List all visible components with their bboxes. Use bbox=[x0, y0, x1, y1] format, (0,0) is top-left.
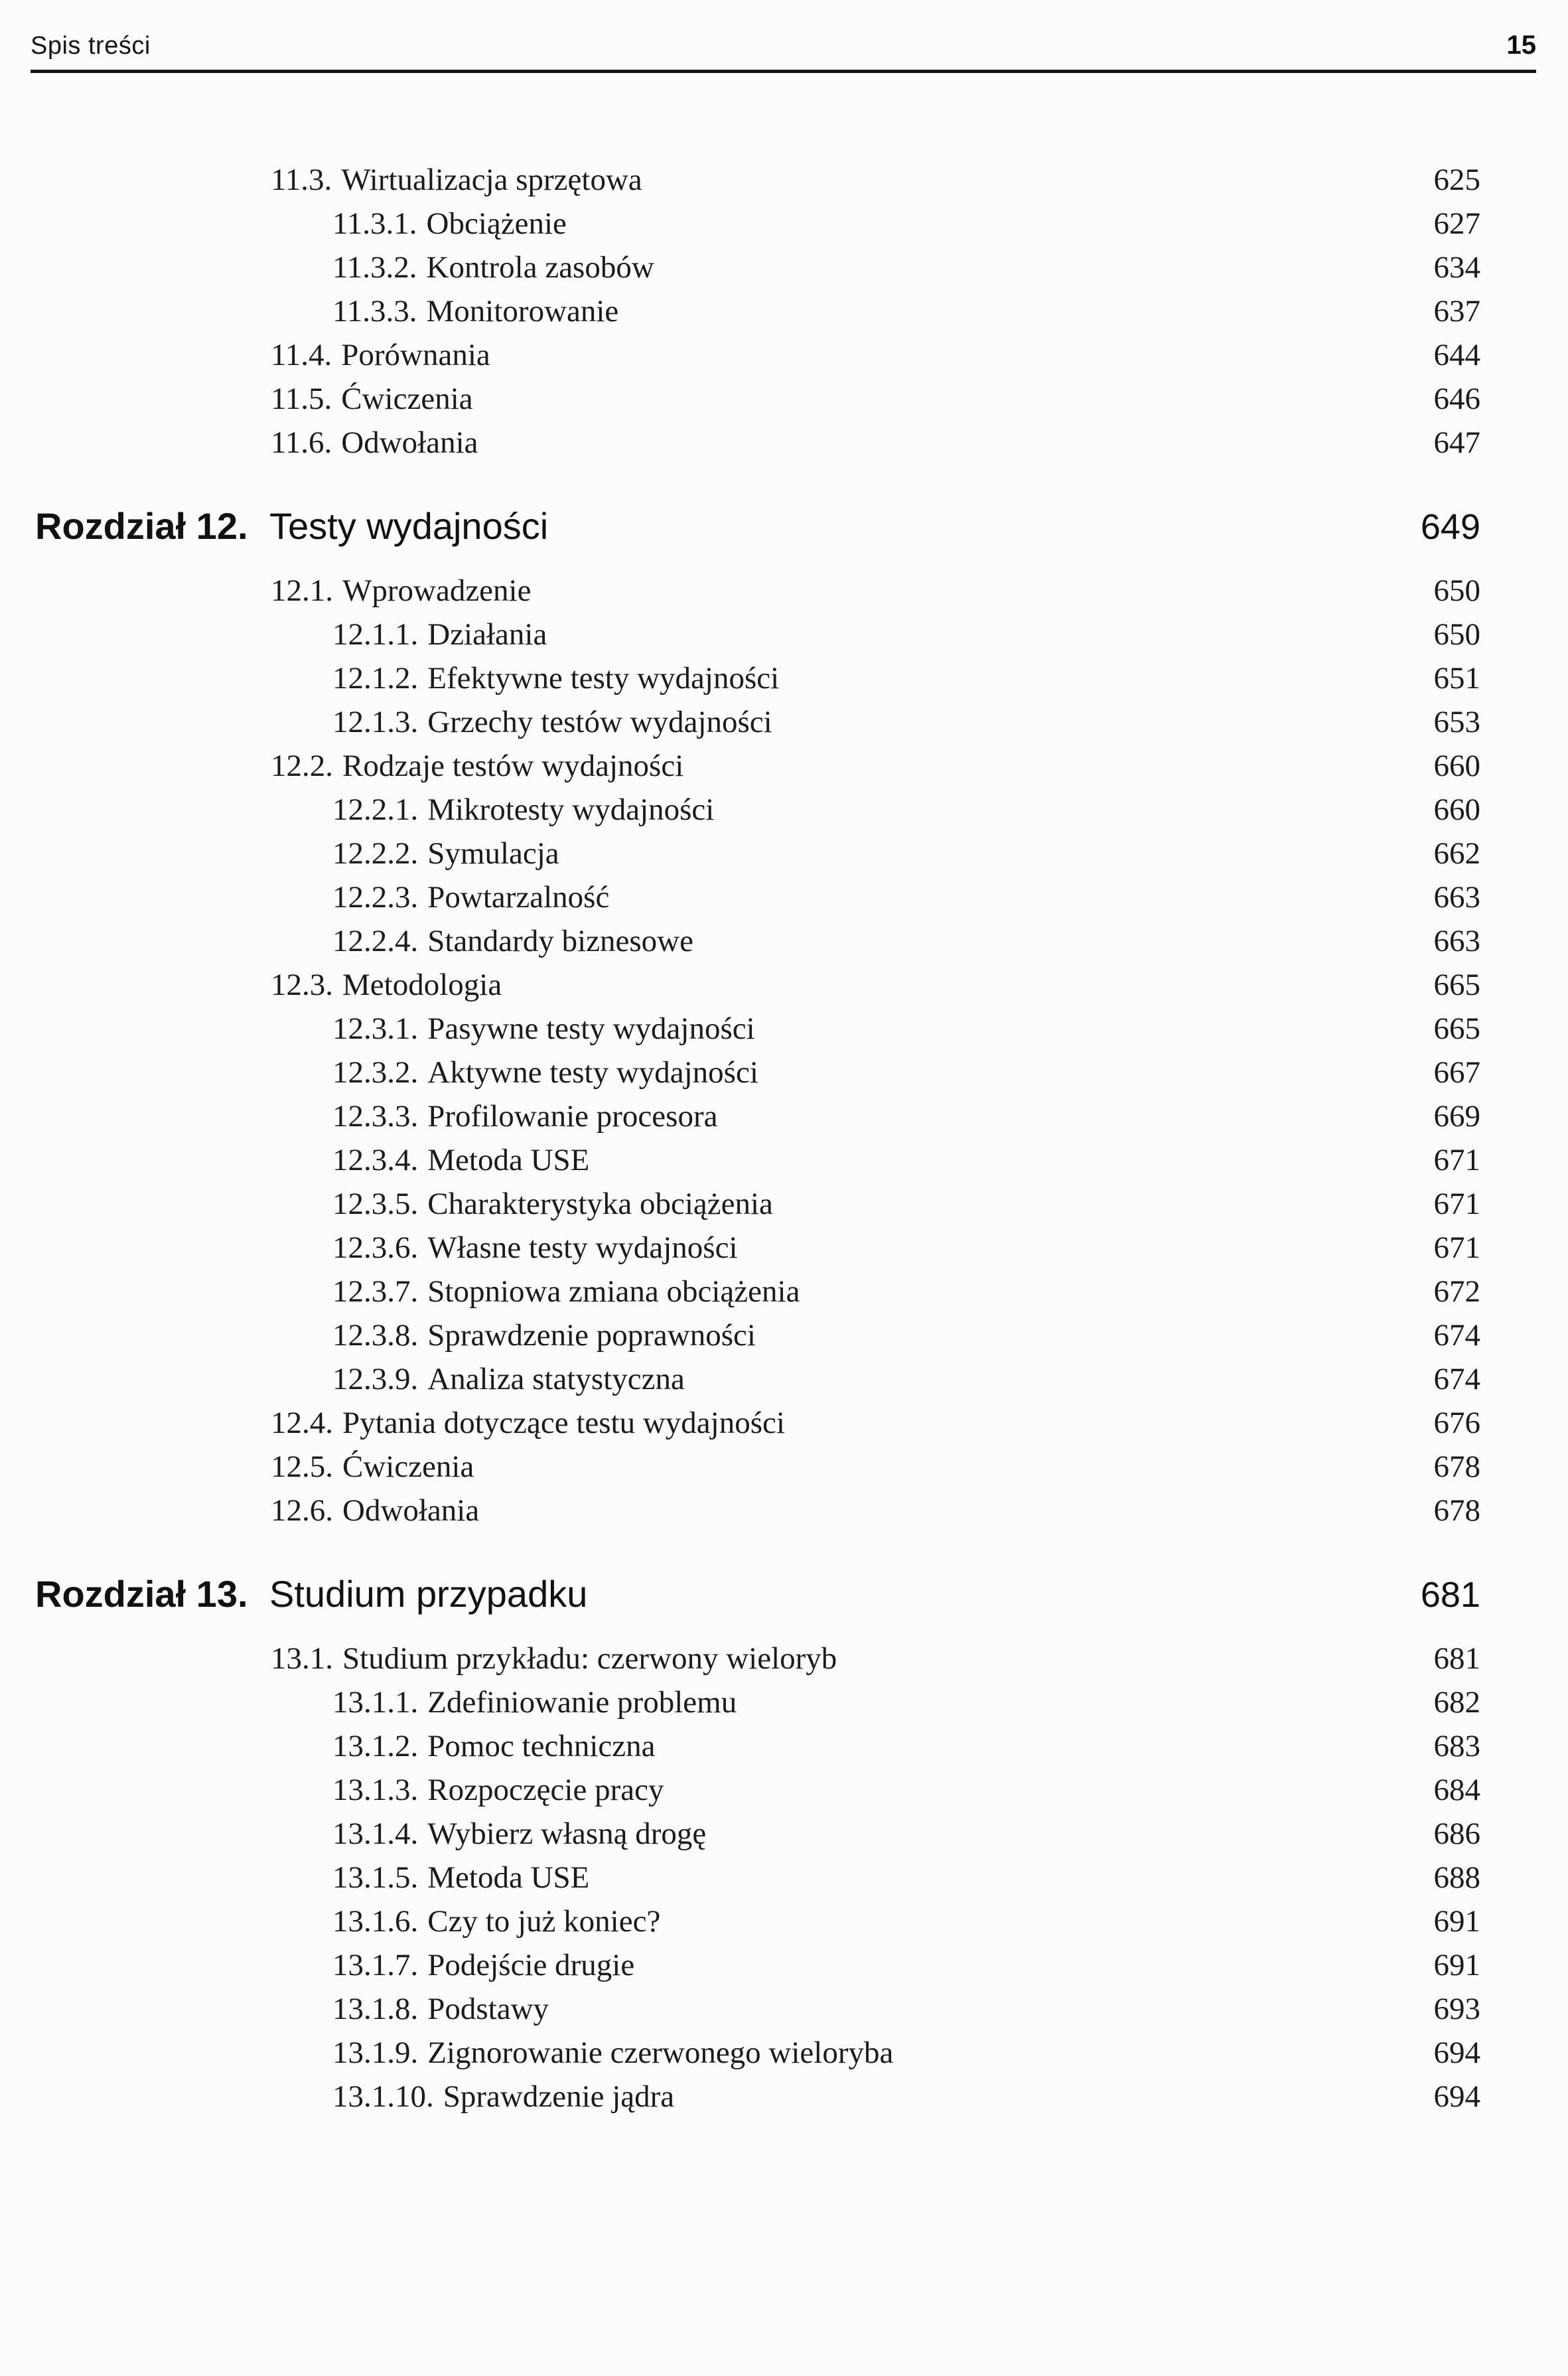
toc-entry bbox=[35, 1051, 1480, 1094]
entry-page-number: 674 bbox=[1433, 1318, 1480, 1353]
entry-page-number: 650 bbox=[1433, 573, 1480, 608]
entry-number: 11.6. bbox=[271, 425, 332, 460]
entry-number: 12.1.1. bbox=[332, 617, 419, 652]
entry-title: Aktywne testy wydajności bbox=[427, 1055, 758, 1090]
entry-page-number: 660 bbox=[1433, 792, 1480, 827]
toc-entry bbox=[35, 832, 1480, 875]
entry-number: 12.2.2. bbox=[332, 836, 419, 871]
entry-page-number: 627 bbox=[1433, 206, 1480, 241]
entry-number: 11.4. bbox=[271, 338, 332, 372]
entry-number: 12.2.3. bbox=[332, 880, 419, 915]
toc-entry bbox=[35, 1724, 1480, 1768]
entry-number: 13.1.4. bbox=[332, 1817, 419, 1851]
chapter-number: Rozdział 12. bbox=[35, 505, 248, 547]
entry-page-number: 684 bbox=[1433, 1773, 1480, 1807]
entry-title: Czy to już koniec? bbox=[427, 1904, 661, 1939]
chapter-heading bbox=[35, 502, 1480, 552]
entry-title: Kontrola zasobów bbox=[426, 250, 654, 285]
toc-list bbox=[0, 158, 1568, 2118]
header-rule bbox=[31, 70, 1536, 73]
entry-number: 12.2. bbox=[271, 749, 333, 783]
header-section-title: Spis treści bbox=[31, 32, 151, 60]
entry-title: Powtarzalność bbox=[427, 880, 610, 915]
entry-number: 12.3.3. bbox=[332, 1099, 419, 1134]
entry-page-number: 671 bbox=[1433, 1187, 1480, 1221]
toc-entry bbox=[35, 656, 1480, 700]
entry-number: 12.4. bbox=[271, 1406, 333, 1440]
entry-title: Ćwiczenia bbox=[342, 1449, 474, 1484]
entry-page-number: 694 bbox=[1433, 2036, 1480, 2070]
entry-title: Efektywne testy wydajności bbox=[427, 661, 780, 696]
entry-title: Podstawy bbox=[427, 1992, 549, 2026]
toc-entry bbox=[35, 788, 1480, 832]
entry-page-number: 644 bbox=[1433, 338, 1480, 372]
entry-number: 13.1.6. bbox=[332, 1904, 419, 1939]
toc-entry bbox=[35, 1445, 1480, 1489]
entry-page-number: 637 bbox=[1433, 294, 1480, 329]
entry-page-number: 660 bbox=[1433, 749, 1480, 783]
entry-number: 11.3.3. bbox=[332, 294, 417, 329]
entry-number: 12.3.9. bbox=[332, 1362, 419, 1396]
entry-title: Mikrotesty wydajności bbox=[427, 792, 715, 827]
entry-title: Zignorowanie czerwonego wieloryba bbox=[427, 2036, 894, 2070]
entry-title: Obciążenie bbox=[426, 206, 567, 241]
entry-title: Symulacja bbox=[427, 836, 559, 871]
entry-number: 12.1. bbox=[271, 573, 333, 608]
entry-title: Stopniowa zmiana obciążenia bbox=[427, 1274, 800, 1309]
toc-entry bbox=[35, 963, 1480, 1007]
entry-number: 12.6. bbox=[271, 1493, 333, 1528]
entry-number: 12.5. bbox=[271, 1449, 333, 1484]
entry-page-number: 682 bbox=[1433, 1685, 1480, 1720]
entry-page-number: 646 bbox=[1433, 382, 1480, 416]
entry-page-number: 667 bbox=[1433, 1055, 1480, 1090]
toc-entry bbox=[35, 1899, 1480, 1943]
toc-entry bbox=[35, 158, 1480, 202]
entry-title: Monitorowanie bbox=[426, 294, 619, 329]
entry-page-number: 663 bbox=[1433, 924, 1480, 958]
entry-page-number: 674 bbox=[1433, 1362, 1480, 1396]
entry-page-number: 683 bbox=[1433, 1729, 1480, 1763]
entry-page-number: 653 bbox=[1433, 705, 1480, 739]
entry-number: 12.3.2. bbox=[332, 1055, 419, 1090]
toc-entry bbox=[35, 1987, 1480, 2031]
entry-title: Metodologia bbox=[342, 968, 502, 1002]
toc-entry bbox=[35, 1094, 1480, 1138]
entry-page-number: 665 bbox=[1433, 1011, 1480, 1046]
toc-entry bbox=[35, 2031, 1480, 2075]
entry-title: Sprawdzenie jądra bbox=[443, 2079, 675, 2114]
entry-page-number: 693 bbox=[1433, 1992, 1480, 2026]
chapter-number: Rozdział 13. bbox=[35, 1573, 248, 1615]
toc-entry bbox=[35, 289, 1480, 333]
toc-entry bbox=[35, 1138, 1480, 1182]
entry-title: Pomoc techniczna bbox=[427, 1729, 656, 1763]
entry-title: Sprawdzenie poprawności bbox=[427, 1318, 756, 1353]
entry-page-number: 671 bbox=[1433, 1143, 1480, 1177]
entry-page-number: 625 bbox=[1433, 163, 1480, 197]
entry-page-number: 662 bbox=[1433, 836, 1480, 871]
toc-entry bbox=[35, 569, 1480, 613]
entry-number: 12.1.3. bbox=[332, 705, 419, 739]
toc-entry bbox=[35, 1313, 1480, 1357]
toc-entry bbox=[35, 1637, 1480, 1680]
chapter-heading bbox=[35, 1570, 1480, 1619]
entry-title: Odwołania bbox=[341, 425, 478, 460]
entry-title: Własne testy wydajności bbox=[427, 1230, 738, 1265]
entry-number: 13.1.1. bbox=[332, 1685, 419, 1720]
entry-number: 13.1.2. bbox=[332, 1729, 419, 1763]
entry-title: Rodzaje testów wydajności bbox=[342, 749, 684, 783]
header-page-number: 15 bbox=[1506, 31, 1536, 60]
entry-page-number: 691 bbox=[1433, 1904, 1480, 1939]
entry-page-number: 669 bbox=[1433, 1099, 1480, 1134]
toc-entry bbox=[35, 333, 1480, 377]
toc-entry bbox=[35, 1812, 1480, 1856]
entry-number: 12.3.5. bbox=[332, 1187, 419, 1221]
entry-page-number: 678 bbox=[1433, 1449, 1480, 1484]
entry-page-number: 688 bbox=[1433, 1860, 1480, 1895]
toc-entry bbox=[35, 919, 1480, 963]
entry-number: 13.1.9. bbox=[332, 2036, 419, 2070]
toc-entry bbox=[35, 421, 1480, 465]
entry-title: Wprowadzenie bbox=[342, 573, 532, 608]
toc-entry bbox=[35, 1357, 1480, 1401]
entry-page-number: 686 bbox=[1433, 1817, 1480, 1851]
entry-number: 11.3. bbox=[271, 163, 332, 197]
toc-entry bbox=[35, 202, 1480, 246]
entry-number: 11.3.2. bbox=[332, 250, 417, 285]
entry-number: 12.2.4. bbox=[332, 924, 419, 958]
entry-page-number: 634 bbox=[1433, 250, 1480, 285]
toc-entry bbox=[35, 875, 1480, 919]
toc-entry bbox=[35, 744, 1480, 788]
toc-entry bbox=[35, 1489, 1480, 1532]
entry-title: Wirtualizacja sprzętowa bbox=[341, 163, 642, 197]
entry-page-number: 681 bbox=[1433, 1641, 1480, 1676]
toc-entry bbox=[35, 1007, 1480, 1051]
entry-page-number: 650 bbox=[1433, 617, 1480, 652]
toc-entry bbox=[35, 2075, 1480, 2118]
toc-entry bbox=[35, 1182, 1480, 1226]
entry-number: 13.1.3. bbox=[332, 1773, 419, 1807]
chapter-page-number: 681 bbox=[1420, 1575, 1480, 1615]
entry-number: 12.3. bbox=[271, 968, 333, 1002]
entry-title: Grzechy testów wydajności bbox=[427, 705, 772, 739]
entry-title: Standardy biznesowe bbox=[427, 924, 693, 958]
entry-title: Metoda USE bbox=[427, 1860, 590, 1895]
entry-number: 11.3.1. bbox=[332, 206, 417, 241]
toc-entry bbox=[35, 1768, 1480, 1812]
toc-entry bbox=[35, 1270, 1480, 1313]
entry-number: 11.5. bbox=[271, 382, 332, 416]
entry-title: Wybierz własną drogę bbox=[427, 1817, 707, 1851]
entry-number: 12.3.7. bbox=[332, 1274, 419, 1309]
entry-number: 13.1.10. bbox=[332, 2079, 434, 2114]
toc-entry bbox=[35, 1226, 1480, 1270]
toc-entry bbox=[35, 613, 1480, 656]
entry-title: Ćwiczenia bbox=[341, 382, 473, 416]
entry-page-number: 651 bbox=[1433, 661, 1480, 696]
running-header bbox=[0, 0, 1568, 60]
entry-page-number: 647 bbox=[1433, 425, 1480, 460]
entry-number: 12.3.4. bbox=[332, 1143, 419, 1177]
entry-number: 13.1.5. bbox=[332, 1860, 419, 1895]
toc-entry bbox=[35, 246, 1480, 289]
chapter-page-number: 649 bbox=[1420, 507, 1480, 547]
entry-number: 13.1.7. bbox=[332, 1948, 419, 1982]
entry-number: 13.1. bbox=[271, 1641, 333, 1676]
entry-title: Charakterystyka obciążenia bbox=[427, 1187, 773, 1221]
toc-entry bbox=[35, 377, 1480, 421]
entry-title: Analiza statystyczna bbox=[427, 1362, 685, 1396]
entry-title: Metoda USE bbox=[427, 1143, 590, 1177]
entry-title: Rozpoczęcie pracy bbox=[427, 1773, 664, 1807]
entry-title: Odwołania bbox=[342, 1493, 480, 1528]
entry-title: Profilowanie procesora bbox=[427, 1099, 718, 1134]
toc-entry bbox=[35, 1680, 1480, 1724]
toc-entry bbox=[35, 1856, 1480, 1899]
toc-entry bbox=[35, 1401, 1480, 1445]
entry-number: 12.3.6. bbox=[332, 1230, 419, 1265]
entry-page-number: 672 bbox=[1433, 1274, 1480, 1309]
entry-title: Podejście drugie bbox=[427, 1948, 635, 1982]
entry-title: Działania bbox=[427, 617, 547, 652]
entry-page-number: 665 bbox=[1433, 968, 1480, 1002]
entry-page-number: 694 bbox=[1433, 2079, 1480, 2114]
entry-page-number: 663 bbox=[1433, 880, 1480, 915]
entry-title: Zdefiniowanie problemu bbox=[427, 1685, 737, 1720]
toc-entry bbox=[35, 700, 1480, 744]
entry-number: 13.1.8. bbox=[332, 1992, 419, 2026]
entry-number: 12.1.2. bbox=[332, 661, 419, 696]
toc-entry bbox=[35, 1943, 1480, 1987]
entry-title: Pytania dotyczące testu wydajności bbox=[342, 1406, 785, 1440]
chapter-title: Studium przypadku bbox=[269, 1573, 588, 1615]
entry-number: 12.3.8. bbox=[332, 1318, 419, 1353]
entry-page-number: 676 bbox=[1433, 1406, 1480, 1440]
entry-number: 12.2.1. bbox=[332, 792, 419, 827]
entry-page-number: 671 bbox=[1433, 1230, 1480, 1265]
entry-title: Pasywne testy wydajności bbox=[427, 1011, 755, 1046]
entry-number: 12.3.1. bbox=[332, 1011, 419, 1046]
chapter-title: Testy wydajności bbox=[269, 505, 549, 547]
entry-page-number: 691 bbox=[1433, 1948, 1480, 1982]
entry-title: Studium przykładu: czerwony wieloryb bbox=[342, 1641, 837, 1676]
entry-page-number: 678 bbox=[1433, 1493, 1480, 1528]
entry-title: Porównania bbox=[341, 338, 490, 372]
